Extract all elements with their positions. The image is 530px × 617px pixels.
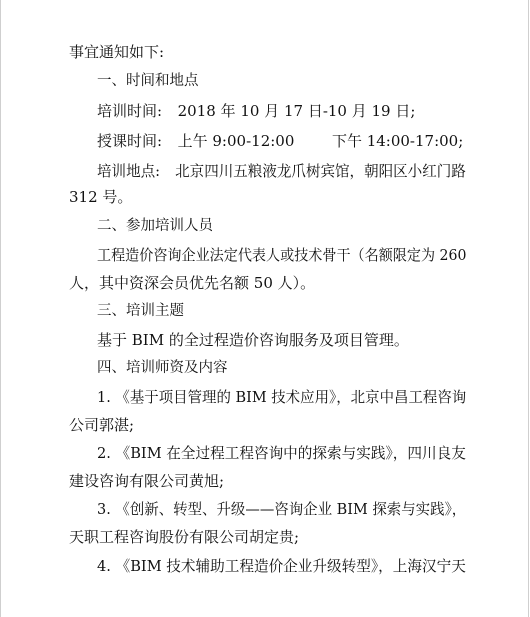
training-place-continuation: 312 号。 bbox=[69, 188, 133, 206]
class-time-line bbox=[97, 131, 463, 151]
participants-text-line1: 工程造价咨询企业法定代表人或技术骨干（名额限定为 260 bbox=[97, 246, 467, 264]
list-item-continuation: 天职工程咨询股份有限公司胡定贵; bbox=[69, 528, 300, 546]
section4-heading: 四、培训师资及内容 bbox=[97, 360, 228, 376]
topic-text: 基于 BIM 的全过程造价咨询服务及项目管理。 bbox=[97, 331, 409, 349]
training-time-line bbox=[97, 101, 415, 121]
training-time-label: 培训时间: bbox=[97, 102, 163, 120]
participants-text-line2: 人，其中资深会员优先名额 50 人）。 bbox=[69, 274, 316, 292]
list-item: 3. 《创新、转型、升级——咨询企业 BIM 探索与实践》， bbox=[97, 500, 467, 518]
class-time-morning: 上午 9:00-12:00 bbox=[177, 132, 295, 150]
class-time-afternoon: 下午 14:00-17:00; bbox=[331, 132, 464, 150]
training-place-value: 北京四川五粮液龙爪树宾馆，朝阳区小红门路 bbox=[175, 162, 466, 180]
list-item-continuation: 公司郭湛; bbox=[69, 416, 135, 434]
page-left-border bbox=[0, 0, 1, 617]
section2-heading: 二、参加培训人员 bbox=[97, 218, 213, 234]
section3-heading: 三、培训主题 bbox=[97, 303, 184, 319]
list-item-continuation: 建设咨询有限公司黄旭; bbox=[69, 472, 225, 490]
intro-text: 事宜通知如下: bbox=[69, 43, 165, 61]
section1-heading: 一、时间和地点 bbox=[97, 73, 199, 89]
page-right-border bbox=[528, 0, 529, 617]
training-place-line bbox=[97, 161, 466, 181]
training-place-label: 培训地点: bbox=[97, 162, 161, 180]
list-item: 2. 《BIM 在全过程工程咨询中的探索与实践》，四川良友 bbox=[97, 444, 466, 462]
class-time-label: 授课时间: bbox=[97, 132, 163, 150]
list-item: 1. 《基于项目管理的 BIM 技术应用》，北京中昌工程咨询 bbox=[97, 388, 467, 406]
list-item: 4. 《BIM 技术辅助工程造价企业升级转型》，上海汉宁天 bbox=[97, 557, 466, 575]
training-time-value: 2018 年 10 月 17 日-10 月 19 日; bbox=[177, 102, 416, 120]
